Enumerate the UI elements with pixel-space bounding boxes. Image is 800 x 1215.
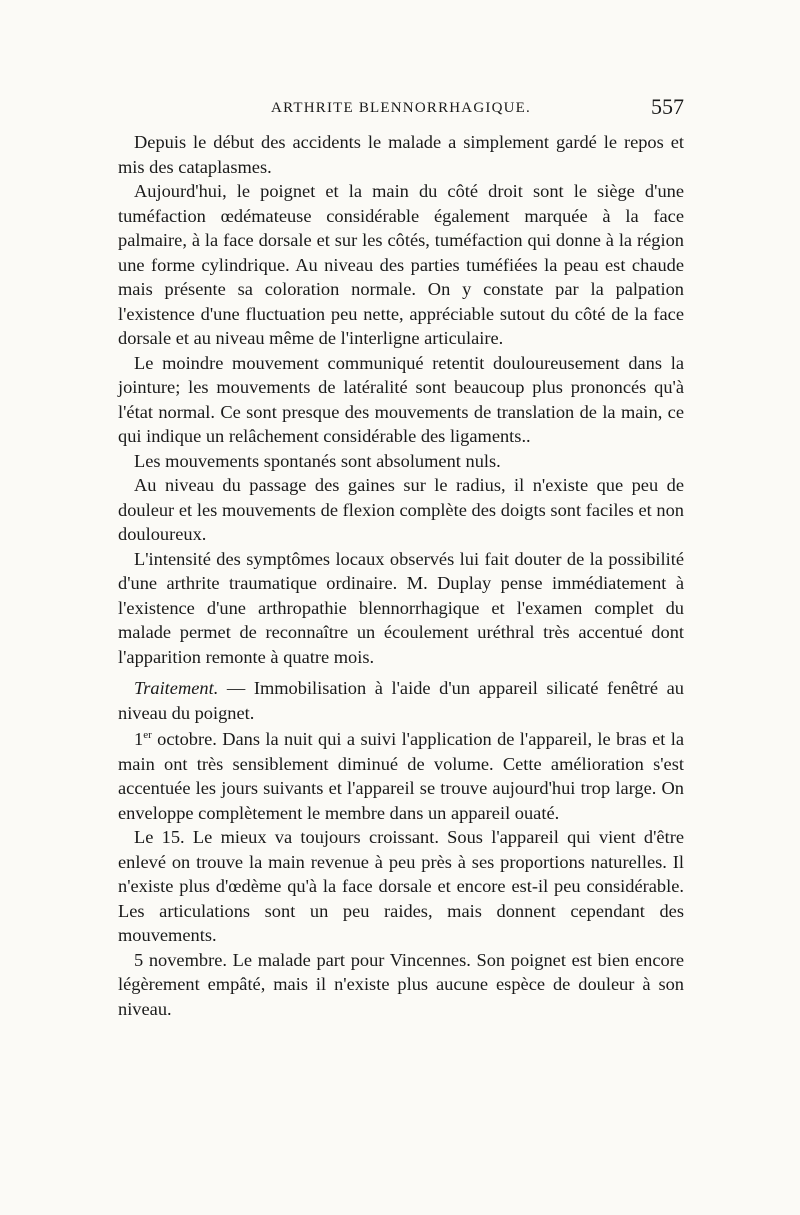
paragraph: L'intensité des symptômes locaux observés lui fait douter de la possibilité d'une arthrite traumatique ordinaire. M. Duplay pense immédiatement à l'existence d'une arthropathie blennorrhagique et l'examen complet du malade permet de reconnaître un écoulement uréthral très accentué dont l'apparition remonte à quatre mois. bbox=[118, 548, 684, 667]
treatment-paragraph bbox=[118, 676, 684, 725]
october-text: octobre. Dans la nuit qui a suivi l'application de l'appareil, le bras et la main ont très sensiblement diminué de volume. Cette amélioration s'est accentuée les jours suivants et l'appareil se trouve aujourd'hui trop large. On enveloppe complètement le membre dans un appareil ouaté. bbox=[118, 729, 684, 823]
page-number: 557 bbox=[651, 94, 684, 119]
treatment-label: Traitement. bbox=[134, 678, 219, 698]
ordinal-superscript: er bbox=[143, 728, 152, 741]
paragraph: Les mouvements spontanés sont absolument nuls. bbox=[134, 450, 501, 471]
running-title: ARTHRITE BLENNORRHAGIQUE. bbox=[271, 100, 531, 116]
treatment-text: — Immobilisation à l'aide d'un appareil silicaté fenêtré au niveau du poignet. bbox=[118, 678, 684, 723]
paragraph: 5 novembre. Le malade part pour Vincennes. Son poignet est bien encore légèrement empâté, mais il n'existe plus aucune espèce de douleur à son niveau. bbox=[118, 949, 684, 1019]
paragraph: Au niveau du passage des gaines sur le radius, il n'existe que peu de douleur et les mouvements de flexion complète des doigts sont faciles et non douloureux. bbox=[118, 475, 684, 544]
october-day: 1 bbox=[134, 729, 144, 749]
body-text bbox=[118, 130, 684, 1021]
paragraph: Depuis le début des accidents le malade a simplement gardé le repos et mis des cataplasmes. bbox=[118, 132, 684, 177]
october-paragraph bbox=[118, 727, 684, 825]
running-head bbox=[118, 94, 684, 122]
paragraph: Le 15. Le mieux va toujours croissant. Sous l'appareil qui vient d'être enlevé on trouve la main revenue à peu près à ses proportions naturelles. Il n'existe plus d'œdème qu'à la face dorsale et encore est-il peu considérable. Les articulations sont un peu raides, mais donnent cependant des mouvements. bbox=[118, 827, 684, 945]
paragraph: Le moindre mouvement communiqué retentit douloureusement dans la jointure; les mouvements de latéralité sont beaucoup plus prononcés qu'à l'état normal. Ce sont presque des mouvements de translation de la main, ce qui indique un relâchement considérable des ligaments.. bbox=[118, 352, 684, 446]
paragraph: Aujourd'hui, le poignet et la main du côté droit sont le siège d'une tuméfaction œdémateuse considérable également marquée à la face palmaire, à la face dorsale et sur les côtés, tuméfaction qui donne à la région une forme cylindrique. Au niveau des parties tuméfiées la peau est chaude mais présente sa coloration normale. On y constate par la palpation l'existence d'une fluctuation peu nette, appréciable sutout du côté de la face dorsale et au niveau même de l'interligne articulaire. bbox=[118, 181, 684, 348]
